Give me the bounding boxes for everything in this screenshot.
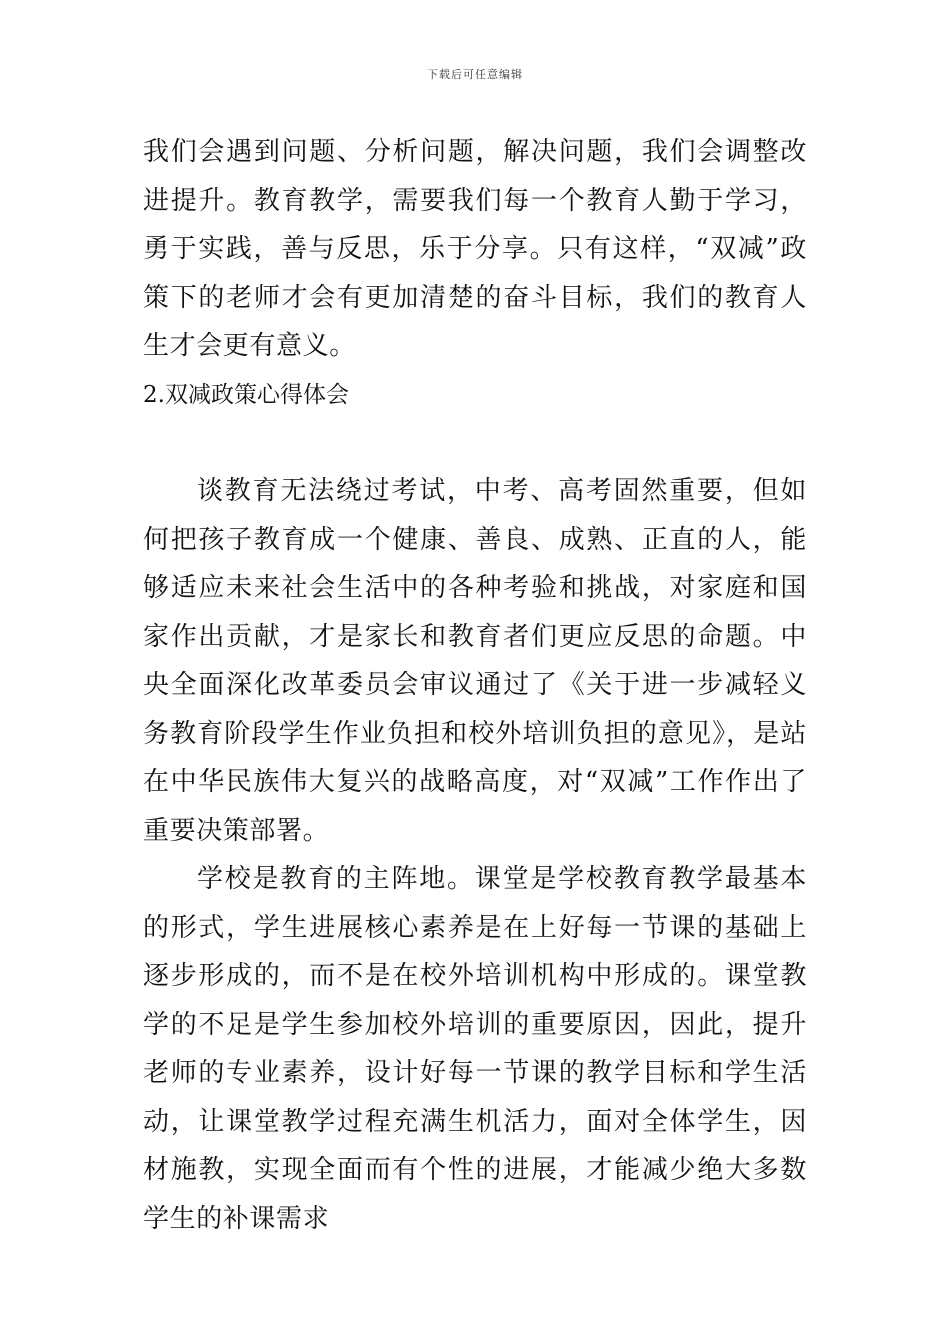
document-body: [143, 128, 807, 1243]
paragraph-continuation: 我们会遇到问题、分析问题，解决问题，我们会调整改进提升。教育教学，需要我们每一个教育人勤于学习，勇于实践，善与反思，乐于分享。只有这样，“双减”政策下的老师才会有更加清楚的奋斗目标，我们的教育人生才会更有意义。: [143, 137, 807, 361]
section-heading: 2.双减政策心得体会: [143, 381, 349, 408]
paragraph-exam-education: 谈教育无法绕过考试，中考、高考固然重要，但如何把孩子教育成一个健康、善良、成熟、正直的人，能够适应未来社会生活中的各种考验和挑战，对家庭和国家作出贡献，才是家长和教育者们更应反思的命题。中央全面深化改革委员会审议通过了《关于进一步减轻义务教育阶段学生作业负担和校外培训负担的意见》，是站在中华民族伟大复兴的战略高度，对“双减”工作作出了重要决策部署。: [143, 476, 807, 846]
paragraph-school-classroom: 学校是教育的主阵地。课堂是学校教育教学最基本的形式，学生进展核心素养是在上好每一节课的基础上逐步形成的，而不是在校外培训机构中形成的。课堂教学的不足是学生参加校外培训的重要原因，因此，提升老师的专业素养，设计好每一节课的教学目标和学生活动，让课堂教学过程充满生机活力，面对全体学生，因材施教，实现全面而有个性的进展，才能减少绝大多数学生的补课需求: [143, 864, 807, 1234]
blank-line: [143, 419, 807, 467]
header-note: 下载后可任意编辑: [427, 68, 523, 81]
